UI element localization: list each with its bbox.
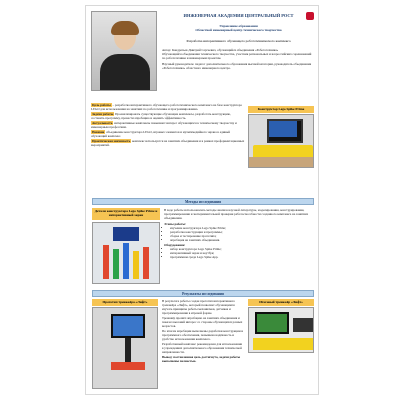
methods-steps-list <box>164 226 314 242</box>
equipment-item: • набор конструктора Lego Spike Prime; <box>170 247 314 251</box>
tasks-text: Проанализировать существующие обучающие комплексы, разработать конструкцию, составить программу, провести апробацию и оценить эффективность. <box>91 112 231 120</box>
methods-step: • разработка конструкции и программы; <box>170 230 314 234</box>
author-name: Автор: Кондратьев Дмитрий Сергеевич, обучающийся объединения «Робототехника» <box>162 48 279 52</box>
novelty-label: Новизна <box>92 130 105 134</box>
lift-stand-shape <box>125 338 131 364</box>
figure-image-4 <box>248 307 314 353</box>
photo-hair <box>111 21 139 35</box>
tv-screen-shape <box>269 121 297 137</box>
methods-list-label: Этапы работы: <box>164 222 187 226</box>
project-title: Разработка интерактивного обучающего робототехнического комплекса <box>186 39 291 43</box>
goal-label: Цель работы <box>92 103 111 107</box>
sections-block <box>91 103 245 147</box>
tv-screen-shape <box>257 314 287 332</box>
goal-text: – разработка интерактивного обучающего робототехнического комплекса на базе конструктора LEGO для использования на занятиях по робототехнике и программированию. <box>91 103 242 111</box>
pillar-shape-5 <box>143 247 149 279</box>
relevance-label: Актуальность <box>92 121 113 125</box>
figure-caption-3: Прототип тренажёра «Лифт» <box>92 299 158 306</box>
tasks-label: Задачи работы <box>92 112 114 116</box>
methods-bar: Методы исследования <box>92 198 314 205</box>
figure-caption-1: Конструктор Lego Spike Prime <box>248 106 314 113</box>
methods-step: • сборка и тестирование прототипа; <box>170 234 314 238</box>
author-mentor: Научный руководитель: педагог дополнительного образования высшей категории, руководитель объединения «Робототехника» областного инженерного центра. <box>162 62 312 70</box>
relevance-section <box>91 121 245 129</box>
results-bar: Результаты исследования <box>92 290 314 297</box>
figure-image-1 <box>248 114 314 168</box>
tasks-section <box>91 112 245 120</box>
department-line-1: Управление образования <box>219 24 258 28</box>
institution-title: ИНЖЕНЕРНАЯ АКАДЕМИЯ ЦЕНТРАЛЬНЫЙ РОСТ <box>183 13 294 18</box>
figure-caption-2: Детали конструктора Lego Spike Prime и интерактивный экран <box>92 208 160 220</box>
methods-intro: В ходе работы использовались методы анализа научной литературы, моделирования, конструирования, программирования и экспериментальной проверки работоспособности созданного комплекса на занятиях объединения. <box>164 208 309 220</box>
results-text-1: В результате работы создан прототип интерактивного тренажёра «Лифт», который позволяет обучающимся изучать принципы работы механизмов, датчиков и программирования в игровой форме. <box>162 299 235 315</box>
pillar-shape-2 <box>113 249 119 279</box>
equipment-item: • программная среда Lego Spike App. <box>170 255 314 259</box>
table-shape <box>253 338 313 350</box>
pillar-shape-4 <box>133 251 139 279</box>
department-block <box>162 24 315 32</box>
methods-step: • апробация на занятиях объединения. <box>170 238 314 242</box>
author-photo <box>91 11 157 91</box>
equipment-label: Оборудование: <box>164 243 186 247</box>
institution-logo-icon <box>306 12 314 20</box>
results-conclusion: Вывод: поставленная цель достигнута, задачи работы выполнены полностью. <box>162 355 241 363</box>
figure-image-3 <box>92 307 158 389</box>
author-block <box>162 48 315 70</box>
poster <box>85 5 319 395</box>
results-text-3: По итогам апробации выполнены доработки конструкции и программного обеспечения, повышена надёжность и удобство использования комплекса. <box>162 329 244 341</box>
wood-floor-shape <box>249 157 313 167</box>
department-line-2: Областной инженерный центр технического творчества <box>195 28 282 33</box>
relevance-text: интерактивные комплексы повышают интерес обучающихся к техническому творчеству и инженерным профессиям. <box>91 121 237 129</box>
methods-step: • изучение конструктора Lego Spike Prime; <box>170 226 314 230</box>
results-text-4: Разработанный комплекс рекомендован для использования в учреждениях дополнительного образования технической направленности. <box>162 342 243 354</box>
monitor-screen-shape <box>113 316 143 336</box>
novelty-section <box>91 130 245 138</box>
practical-section <box>91 139 245 147</box>
photo-torso <box>100 54 150 91</box>
equipment-list <box>164 247 314 259</box>
goal-section <box>91 103 245 111</box>
practical-text: комплекс используется на занятиях объединения и в рамках профориентационных мероприятий. <box>91 139 245 147</box>
lift-base-shape <box>111 362 145 370</box>
pillar-shape-1 <box>103 245 109 279</box>
novelty-text: объединение конструктора LEGO, игровых элементов и мультимедийного экрана в единый обучающий комплекс. <box>91 130 230 138</box>
figure-caption-4: Итоговый тренажёр «Лифт» <box>248 299 314 306</box>
author-bio: Обучающийся объединения технического творчества, участник региональных и всероссийских соревнований по робототехнике и инженерным проектам. <box>162 52 312 60</box>
pillar-shape-3 <box>123 243 129 279</box>
practical-label: Практическая значимость <box>92 139 131 143</box>
methods-content <box>164 208 314 259</box>
results-content <box>162 299 244 363</box>
display-shape <box>113 227 139 241</box>
computer-shape <box>293 318 313 332</box>
equipment-item: • интерактивный экран и ноутбук; <box>170 251 314 255</box>
figure-image-2 <box>92 222 160 284</box>
results-text-2: Тренажёр прошёл апробацию на занятиях объединения и показал высокий интерес со стороны обучающихся разных возрастов. <box>162 316 243 328</box>
